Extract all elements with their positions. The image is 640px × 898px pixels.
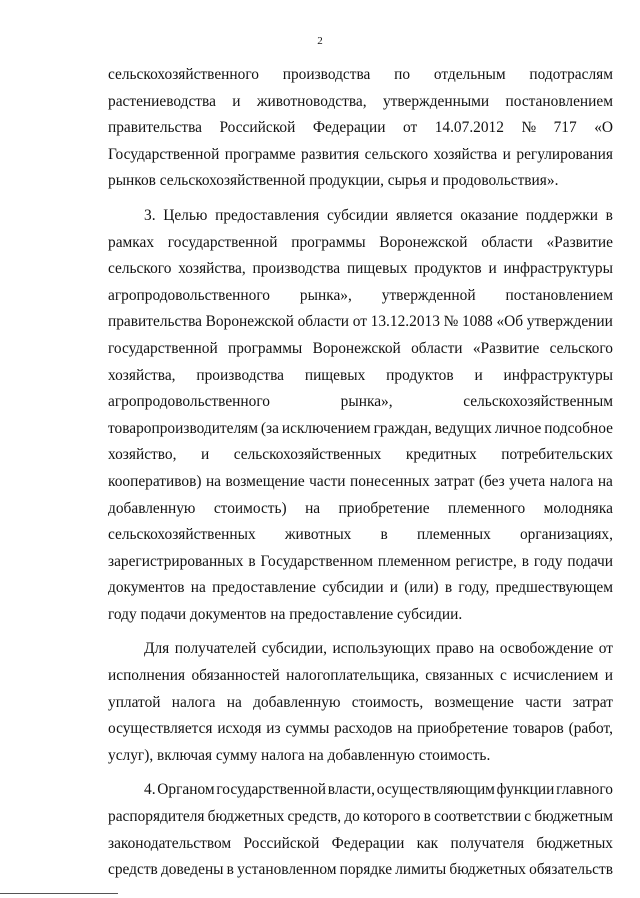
word: учета [509, 472, 546, 490]
word: «Развитие [546, 233, 613, 251]
word: развития [301, 145, 360, 163]
word: распорядителя [108, 808, 205, 826]
word: подачи [567, 552, 613, 570]
word: бюджетных [449, 861, 526, 879]
word: получателей [174, 640, 257, 658]
word: в [605, 206, 613, 224]
word: государственной [108, 339, 218, 357]
word: и [389, 579, 399, 597]
word: хозяйства, [178, 260, 246, 278]
word: и [200, 446, 210, 464]
word: постановлением [505, 92, 613, 110]
text-line [108, 549, 613, 576]
word: животноводства, [256, 92, 367, 110]
text-line [108, 804, 613, 831]
word: продуктов [414, 260, 482, 278]
word: до [344, 808, 360, 826]
word: в [380, 526, 388, 544]
word: кооперативов) [108, 472, 202, 490]
word: на [597, 472, 613, 490]
word: исключением [281, 419, 371, 437]
text-line [108, 857, 613, 884]
word: обязательств [529, 861, 613, 879]
word: приобретение [338, 499, 430, 517]
word: Российской [219, 119, 296, 137]
word: на [205, 472, 222, 490]
word: (работ, [568, 720, 613, 738]
word: отдельным [433, 66, 506, 83]
text-line [108, 389, 613, 416]
word: производства [196, 366, 284, 384]
text-line [108, 575, 613, 602]
word: возмещение [225, 472, 305, 490]
word: от [402, 119, 418, 137]
word: «Развитие [472, 339, 540, 357]
word: добавленную [108, 499, 196, 517]
word: суммы [285, 720, 330, 738]
word: ведущих [434, 419, 492, 437]
word: в [521, 552, 529, 570]
word: и [502, 145, 511, 163]
word: с [524, 808, 532, 826]
word: рынка», [340, 393, 393, 411]
word: которого [363, 808, 421, 826]
word: осуществляется [108, 720, 213, 738]
word: Воронежской [205, 313, 294, 331]
word: хозяйства, [108, 366, 176, 384]
text-line [108, 309, 613, 336]
word: оказание [460, 206, 519, 224]
word: регистре, [455, 552, 517, 570]
page-number: 2 [317, 35, 323, 47]
word: 13.12.2013 [370, 313, 440, 331]
word: бюджетных [536, 834, 613, 852]
word: сельскохозяйственного [108, 66, 259, 83]
text-line [108, 522, 613, 549]
text-line: услуг), включая сумму налога на добавленную стоимость. [108, 746, 491, 764]
word: году [533, 552, 563, 570]
word: № [443, 313, 459, 331]
word: понесенных [349, 472, 430, 490]
word: установленном [237, 861, 337, 879]
text-line [108, 230, 613, 257]
text-line [108, 777, 613, 804]
text-line [108, 62, 613, 89]
word: области [481, 233, 533, 251]
word: личное [494, 419, 542, 437]
word: (или) [404, 579, 439, 597]
word: племенных [416, 526, 491, 544]
word: от [352, 313, 367, 331]
word: рынка», [299, 286, 352, 304]
word: программы [227, 339, 303, 357]
word: в [226, 861, 234, 879]
text-line [108, 89, 613, 116]
word: Государственном [260, 552, 373, 570]
word: является [395, 206, 453, 224]
word: порядке [339, 861, 393, 879]
text-line [108, 442, 613, 469]
word: на [397, 720, 413, 738]
word: (за [260, 419, 279, 437]
body-text [108, 62, 613, 884]
text-line [108, 690, 613, 717]
word: исполнения [108, 667, 186, 685]
word: (без [478, 472, 505, 490]
word: средств, [287, 808, 342, 826]
word: программы [291, 233, 366, 251]
word: хозяйства [433, 145, 498, 163]
word: стоимость, [351, 693, 424, 711]
word: Органом [157, 781, 215, 799]
text-line [108, 496, 613, 523]
text-line [108, 716, 613, 743]
word: производства [252, 260, 341, 278]
word: утверждении [526, 313, 613, 331]
word: подотраслям [529, 66, 613, 83]
word: инфраструктуры [503, 260, 613, 278]
word: субсидии [322, 579, 384, 597]
text-line [108, 336, 613, 363]
text-line: рынков сельскохозяйственной продукции, сырья и продовольствия». [108, 172, 559, 190]
word: налога [549, 472, 594, 490]
word: животных [284, 526, 352, 544]
word: затрат [434, 472, 475, 490]
word: 14.07.2012 [434, 119, 504, 137]
word: молодняка [543, 499, 613, 517]
word: обязанностей [191, 667, 280, 685]
word: 3. [144, 206, 156, 224]
text-line [108, 663, 613, 690]
word: году, [458, 579, 490, 597]
word: получателя [450, 834, 525, 852]
word: бюджетным [534, 808, 613, 826]
word: стоимость) [213, 499, 287, 517]
word: производства [282, 66, 371, 83]
text-line [108, 363, 613, 390]
word: добавленную [253, 693, 341, 711]
word: 1088 [461, 313, 493, 331]
word: государственной [216, 781, 327, 799]
word: «Об [496, 313, 524, 331]
text-line [108, 469, 613, 496]
text-line [108, 283, 613, 310]
word: на [479, 640, 495, 658]
text-line: году подачи документов на предоставление субсидии. [108, 605, 463, 623]
word: исходя [217, 720, 262, 738]
word: сельскохозяйственным [463, 393, 613, 411]
word: поддержки [525, 206, 598, 224]
word: на [190, 579, 206, 597]
word: агропродовольственного [108, 286, 270, 304]
word: предоставления [215, 206, 320, 224]
word: законодательством [108, 834, 232, 852]
word: сельскохозяйственных [233, 446, 382, 464]
word: Воронежской [312, 339, 401, 357]
word: Федерации [312, 119, 386, 137]
word: товаров [513, 720, 564, 738]
text-line [108, 115, 613, 142]
word: Воронежской [379, 233, 468, 251]
word: зарегистрированных [108, 552, 244, 570]
word: затрат [572, 693, 613, 711]
text-line [108, 831, 613, 858]
word: области [297, 313, 350, 331]
word: предоставление [212, 579, 317, 597]
word: подсобное [544, 419, 613, 437]
word: № [521, 119, 537, 137]
word: расходов [334, 720, 393, 738]
word: субсидии [326, 206, 389, 224]
word: соответствии [434, 808, 522, 826]
word: налогоплательщика, [286, 667, 419, 685]
word: потребительских [501, 446, 613, 464]
word: на [305, 499, 321, 517]
word: в [444, 579, 453, 597]
word: граждан, [373, 419, 432, 437]
word: право [436, 640, 474, 658]
word: исчислением [513, 667, 599, 685]
word: Российской [243, 834, 320, 852]
word: предшествующем [495, 579, 613, 597]
word: программе [224, 145, 296, 163]
word: сельского [364, 145, 429, 163]
text-line [108, 636, 613, 663]
word: возмещение [434, 693, 514, 711]
word: 4. [144, 781, 156, 799]
text-line [108, 142, 613, 169]
word: правительства [108, 119, 202, 137]
word: главного [556, 781, 613, 799]
word: из [266, 720, 281, 738]
word: субсидии, [261, 640, 327, 658]
word: товаропроизводителям [108, 419, 258, 437]
word: области [411, 339, 463, 357]
word: регулирования [516, 145, 613, 163]
word: осуществляющим [376, 781, 495, 799]
text-line [108, 416, 613, 443]
word: сельского [549, 339, 613, 357]
word: 717 [553, 119, 577, 137]
word: и [232, 92, 241, 110]
word: агропродовольственного [108, 393, 270, 411]
word: связанных [425, 667, 494, 685]
word: кредитных [405, 446, 477, 464]
word: Целью [163, 206, 208, 224]
word: растениеводства [108, 92, 216, 110]
word: рамках [108, 233, 155, 251]
word: уплатой [108, 693, 161, 711]
word: документов [108, 579, 185, 597]
word: в [423, 808, 431, 826]
word: продуктов [386, 366, 454, 384]
word: инфраструктуры [503, 366, 613, 384]
word: племенном [377, 552, 451, 570]
word: с [500, 667, 507, 685]
text-line [108, 203, 613, 230]
word: как [416, 834, 439, 852]
word: функции [496, 781, 555, 799]
word: и [604, 667, 613, 685]
word: «О [594, 119, 613, 137]
text-line [108, 256, 613, 283]
word: утвержденными [382, 92, 490, 110]
word: пищевых [304, 366, 366, 384]
footnote-divider [0, 893, 118, 894]
word: сельского [108, 260, 172, 278]
word: использующих [332, 640, 431, 658]
word: утвержденной [381, 286, 476, 304]
word: постановлением [505, 286, 613, 304]
word: в [248, 552, 256, 570]
word: правительства [108, 313, 202, 331]
word: сельскохозяйственных [108, 526, 256, 544]
word: части [309, 472, 346, 490]
word: средств [108, 861, 158, 879]
word: бюджетных [207, 808, 285, 826]
word: организациях, [519, 526, 613, 544]
word: доведены [160, 861, 224, 879]
word: лимиты [395, 861, 447, 879]
word: приобретение [417, 720, 509, 738]
word: и [474, 366, 483, 384]
word: хозяйство, [108, 446, 177, 464]
word: Федерации [331, 834, 405, 852]
word: налога [171, 693, 216, 711]
word: части [525, 693, 562, 711]
word: власти, [327, 781, 376, 799]
word: и [488, 260, 497, 278]
word: Государственной [108, 145, 220, 163]
word: от [598, 640, 613, 658]
word: по [394, 66, 411, 83]
word: Для [144, 640, 170, 658]
word: на [226, 693, 242, 711]
word: племенного [448, 499, 526, 517]
word: освобождение [499, 640, 594, 658]
word: государственной [167, 233, 278, 251]
word: пищевых [346, 260, 408, 278]
